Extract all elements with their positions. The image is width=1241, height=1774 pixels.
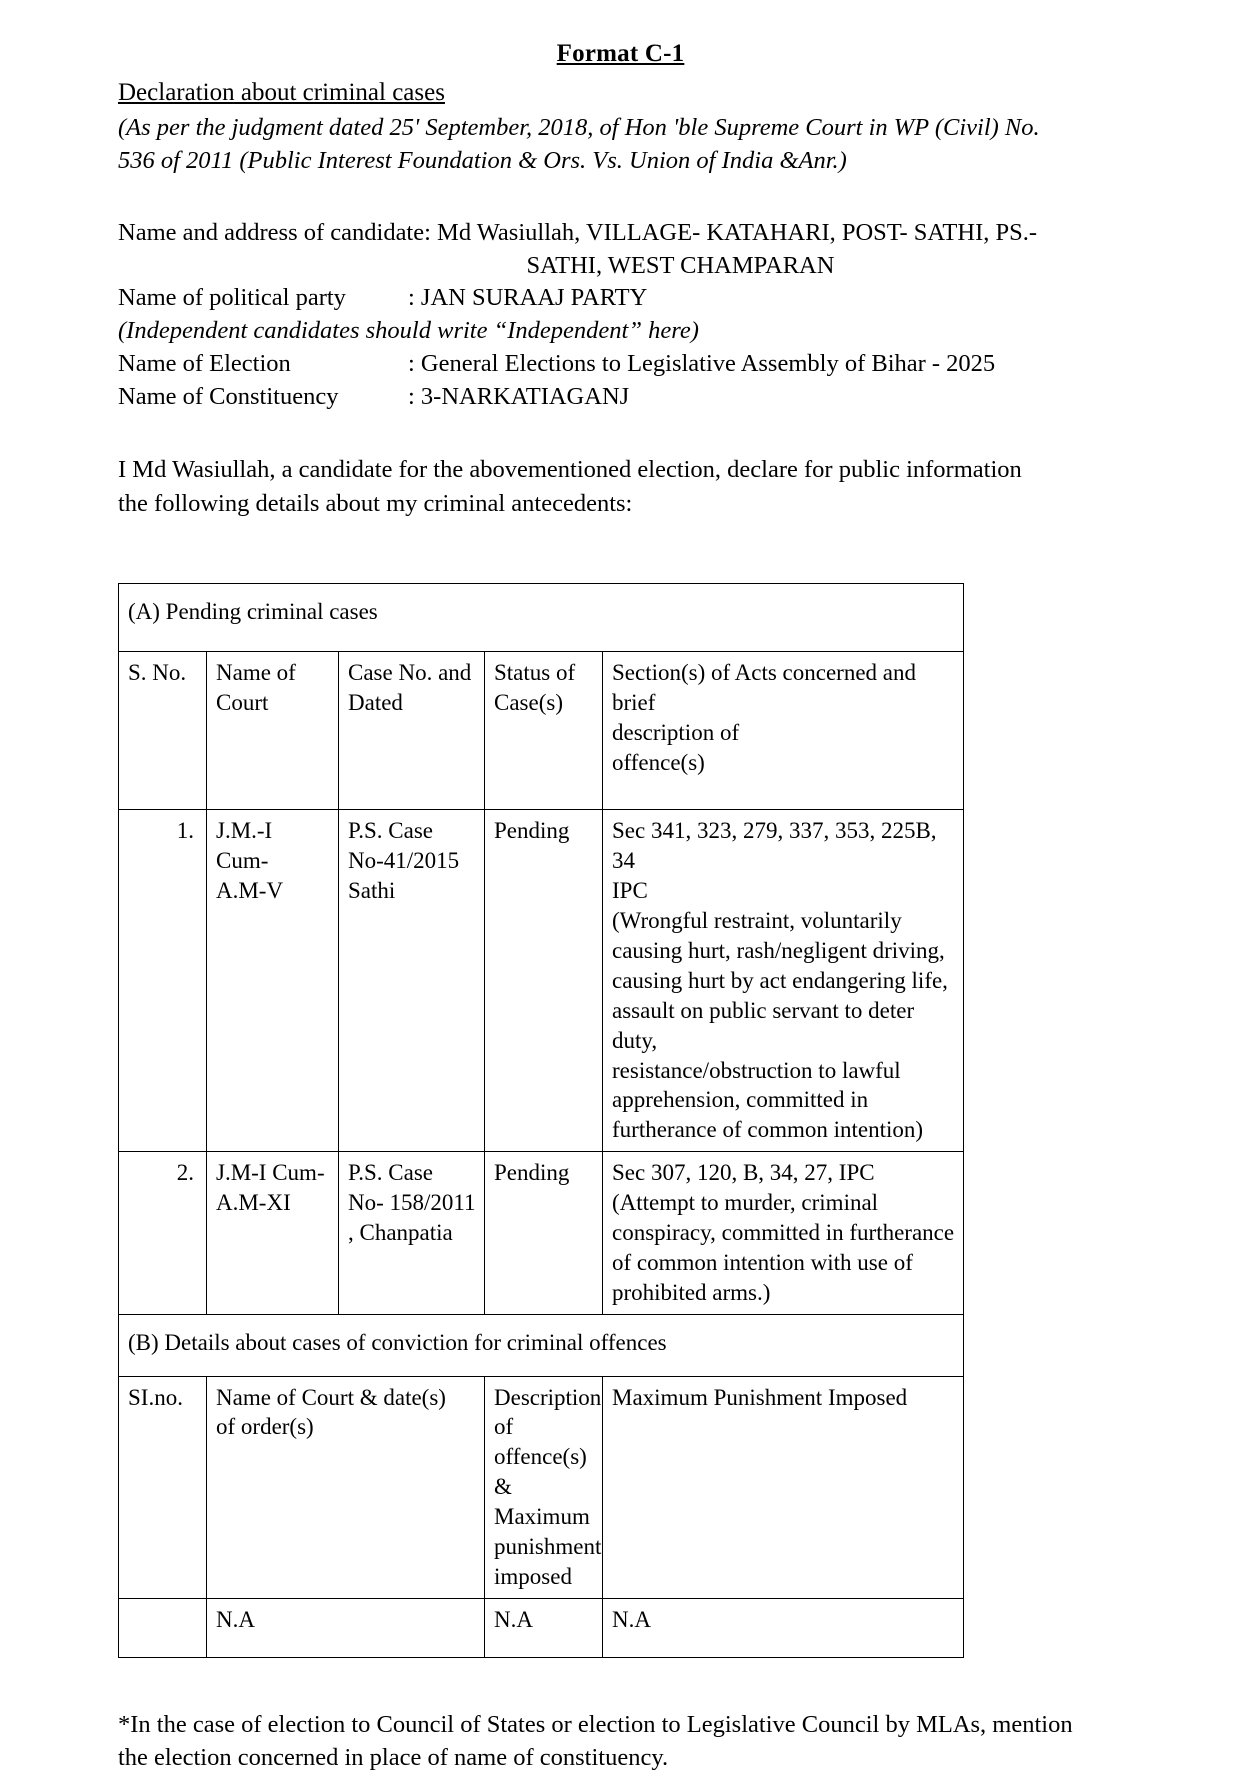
header-b-desc-line-5: imposed xyxy=(494,1563,572,1589)
header-sections xyxy=(603,651,964,810)
constituency-label: Name of Constituency xyxy=(118,382,339,410)
header-b-serial: SI.no. xyxy=(119,1376,207,1598)
header-status-line-2: Case(s) xyxy=(494,689,563,715)
row-1-case-line-2: No-41/2015 xyxy=(348,848,460,874)
judgment-reference-line-1: (As per the judgment dated 25' September, 2018, of Hon 'ble Supreme Court in WP (Civil) No. xyxy=(118,113,1040,141)
header-b-desc-line-3: & Maximum xyxy=(494,1474,590,1530)
row-1-serial: 1. xyxy=(119,810,207,1152)
independent-note: (Independent candidates should write “Independent” here) xyxy=(118,316,699,344)
election-label: Name of Election xyxy=(118,349,291,377)
header-court-line-1: Name of xyxy=(216,659,296,685)
row-2-case-no xyxy=(339,1152,485,1314)
row-2-court-line-2: A.M-XI xyxy=(216,1190,291,1216)
row-1-sections-line-2: IPC xyxy=(612,878,648,904)
row-b-1-description: N.A xyxy=(485,1598,603,1657)
row-1-sections-line-6: assault on public servant to deter duty, xyxy=(612,997,915,1053)
declaration-line-1: I Md Wasiullah, a candidate for the abovementioned election, declare for public information xyxy=(118,456,1022,484)
header-b-court xyxy=(207,1376,485,1598)
judgment-reference-line-2: 536 of 2011 (Public Interest Foundation & Ors. Vs. Union of India &Anr.) xyxy=(118,146,847,174)
table-row xyxy=(119,810,964,1152)
election-row xyxy=(118,348,1123,381)
table-row xyxy=(119,1598,964,1657)
row-1-case-line-3: Sathi xyxy=(348,878,396,904)
section-b-band-label: (B) Details about cases of conviction for criminal offences xyxy=(119,1314,964,1376)
table-section-a-band-row xyxy=(119,583,964,651)
row-2-case-line-2: No- 158/2011 xyxy=(348,1190,476,1216)
row-b-1-punishment: N.A xyxy=(603,1598,964,1657)
footnote-line-1: *In the case of election to Council of States or election to Legislative Council by MLAs, mention xyxy=(118,1710,1073,1738)
table-row xyxy=(119,1152,964,1314)
header-b-desc-line-1: Description xyxy=(494,1384,602,1410)
header-b-punishment: Maximum Punishment Imposed xyxy=(603,1376,964,1598)
row-1-sections-line-9: furtherance of common intention) xyxy=(612,1117,924,1143)
table-a-header-row xyxy=(119,651,964,810)
row-2-serial: 2. xyxy=(119,1152,207,1314)
header-case-no xyxy=(339,651,485,810)
row-b-1-serial xyxy=(119,1598,207,1657)
row-1-sections-line-7: resistance/obstruction to lawful xyxy=(612,1057,901,1083)
table-b-header-row xyxy=(119,1376,964,1598)
row-1-sections-line-4: causing hurt, rash/negligent driving, xyxy=(612,937,945,963)
row-1-sections-line-5: causing hurt by act endangering life, xyxy=(612,967,948,993)
party-row xyxy=(118,282,1123,315)
table-section-b-band-row xyxy=(119,1314,964,1376)
header-court xyxy=(207,651,339,810)
row-2-sections-line-5: prohibited arms.) xyxy=(612,1279,771,1305)
criminal-cases-table xyxy=(118,583,964,1658)
row-2-sections-line-4: of common intention with use of xyxy=(612,1249,913,1275)
row-2-case-line-3: , Chanpatia xyxy=(348,1220,453,1245)
row-1-sections-line-1: Sec 341, 323, 279, 337, 353, 225B, 34 xyxy=(612,818,937,874)
row-2-court-line-1: J.M-I Cum- xyxy=(216,1160,325,1186)
header-court-line-2: Court xyxy=(216,689,269,715)
party-label: Name of political party xyxy=(118,284,346,312)
row-1-case-line-1: P.S. Case xyxy=(348,818,433,844)
header-serial-text: S. No. xyxy=(128,659,187,685)
row-b-1-court: N.A xyxy=(207,1598,485,1657)
row-2-court xyxy=(207,1152,339,1314)
header-status xyxy=(485,651,603,810)
header-status-line-1: Status of xyxy=(494,659,576,685)
footnote-line-2: the election concerned in place of name of constituency. xyxy=(118,1744,669,1771)
declaration-heading: Declaration about criminal cases xyxy=(118,79,445,107)
header-b-desc-line-4: punishment xyxy=(494,1534,602,1560)
row-1-sections xyxy=(603,810,964,1152)
header-sections-line-1: Section(s) of Acts concerned and brief xyxy=(612,659,917,715)
row-1-case-no xyxy=(339,810,485,1152)
row-2-sections-line-1: Sec 307, 120, B, 34, 27, IPC xyxy=(612,1160,875,1186)
header-b-court-line-2: of order(s) xyxy=(216,1414,314,1440)
row-1-court-line-2: A.M-V xyxy=(216,878,284,904)
constituency-row xyxy=(118,381,1123,414)
row-2-sections xyxy=(603,1152,964,1314)
page-title: Format C-1 xyxy=(556,40,685,67)
header-b-desc-line-2: of offence(s) xyxy=(494,1414,587,1470)
header-sections-line-2: description of xyxy=(612,719,740,745)
judgment-reference xyxy=(118,112,1123,178)
declaration-line-2: the following details about my criminal antecedents: xyxy=(118,490,633,518)
row-2-sections-line-3: conspiracy, committed in furtherance xyxy=(612,1220,955,1245)
row-2-case-line-1: P.S. Case xyxy=(348,1160,433,1186)
candidate-name-address-line-2: SATHI, WEST CHAMPARAN xyxy=(526,251,835,279)
header-serial xyxy=(119,651,207,810)
party-value: : JAN SURAAJ PARTY xyxy=(408,284,648,312)
declaration-paragraph xyxy=(118,453,1123,521)
section-a-band-label: (A) Pending criminal cases xyxy=(119,583,964,651)
header-sections-line-3: offence(s) xyxy=(612,749,705,775)
row-1-court-line-1: J.M.-I Cum- xyxy=(216,818,273,874)
header-case-line-1: Case No. and xyxy=(348,659,472,685)
header-b-court-line-1: Name of Court & date(s) xyxy=(216,1384,446,1410)
row-1-sections-line-8: apprehension, committed in xyxy=(612,1087,869,1113)
footnote xyxy=(118,1708,1123,1774)
row-2-status: Pending xyxy=(485,1152,603,1314)
header-b-description xyxy=(485,1376,603,1598)
election-value: : General Elections to Legislative Assembly of Bihar - 2025 xyxy=(408,349,996,377)
row-1-court xyxy=(207,810,339,1152)
row-1-sections-line-3: (Wrongful restraint, voluntarily xyxy=(612,908,902,934)
constituency-value: : 3-NARKATIAGANJ xyxy=(408,382,630,410)
candidate-name-address-line-1: Name and address of candidate: Md Wasiullah, VILLAGE- KATAHARI, POST- SATHI, PS.- xyxy=(118,219,1038,247)
header-case-line-2: Dated xyxy=(348,689,403,715)
row-2-sections-line-2: (Attempt to murder, criminal xyxy=(612,1190,879,1216)
row-1-status: Pending xyxy=(485,810,603,1152)
